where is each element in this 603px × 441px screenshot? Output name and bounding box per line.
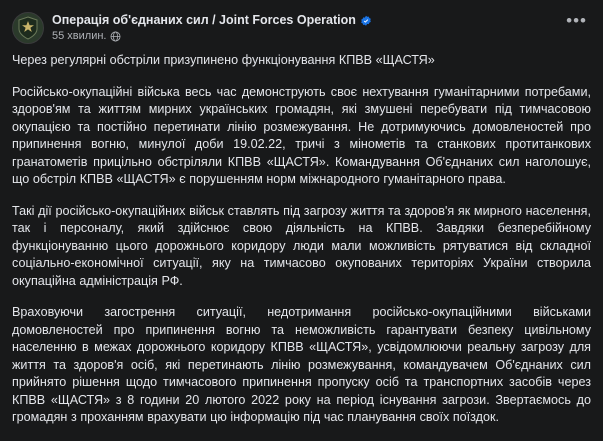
post-paragraph-2: Російсько-окупаційні війська весь час демонструють своє нехтування гуманітарними потребами, здоров'ям та життям мирних українських громадян, які змушені перебувати під тимчасовою окупацією та постійно перетинати лінію розмежування. Не дотримуючись домовленостей про припинення вогню, минулої доби 19.02.22, тричі з мінометів та станкових протитанкових гранатометів прицільно обстріляли КПВВ «ЩАСТЯ». Командування Об'єднаних сил наголошує, що обстріл КПВВ «ЩАСТЯ» є порушенням норм міжнародного гуманітарного права.: [12, 84, 591, 186]
military-emblem-icon: [17, 16, 39, 40]
post-paragraph-4: Враховуючи загострення ситуації, недотримання російсько-окупаційними військами домовленостей про припинення вогню та неможливість гарантувати безпеку цивільному населенню в межах дорожнього коридору КПВВ «ЩАСТЯ», усвідомлюючи реальну загрозу для життя та здоров'я осіб, які перетинають лінію розмежування, командувачем Об'єднаних сил прийнято рішення щодо тимчасового припинення пропуску осіб та транспортних засобів через КПВВ «ЩАСТЯ» з 8 години 20 лютого 2022 року на період існування загрози. Звертаємось до громадян з проханням врахувати цю інформацію під час планування своїх поїздок.: [12, 305, 591, 424]
more-options-icon[interactable]: •••: [566, 11, 587, 30]
page-name[interactable]: Операція об'єднаних сил / Joint Forces Operation: [52, 13, 356, 27]
post-paragraph-3: Такі дії російсько-окупаційних військ ставлять під загрозу життя та здоров'я як мирного населення, так і персоналу, який здійснює свою діяльність на КПВВ. Завдяки безперебійному функціонуванню цього дорожнього коридору люди мали можливість рятуватися від складної соціально-економічної ситуації, яку на тимчасово окупованих територіях України створила окупаційна адміністрація РФ.: [12, 203, 591, 288]
post-body: [0, 48, 603, 427]
globe-icon: [110, 31, 121, 42]
post-header: [0, 0, 603, 48]
post-header-text: [52, 12, 562, 43]
verified-badge-icon: [360, 15, 372, 27]
timestamp-row: [52, 30, 562, 43]
bottom-edge: [0, 427, 603, 441]
page-name-row: [52, 13, 562, 28]
post-paragraph-1: Через регулярні обстріли призупинено функціонування КПВВ «ЩАСТЯ»: [12, 53, 435, 67]
post-timestamp[interactable]: 55 хвилин.: [52, 30, 107, 42]
avatar[interactable]: [12, 12, 44, 44]
